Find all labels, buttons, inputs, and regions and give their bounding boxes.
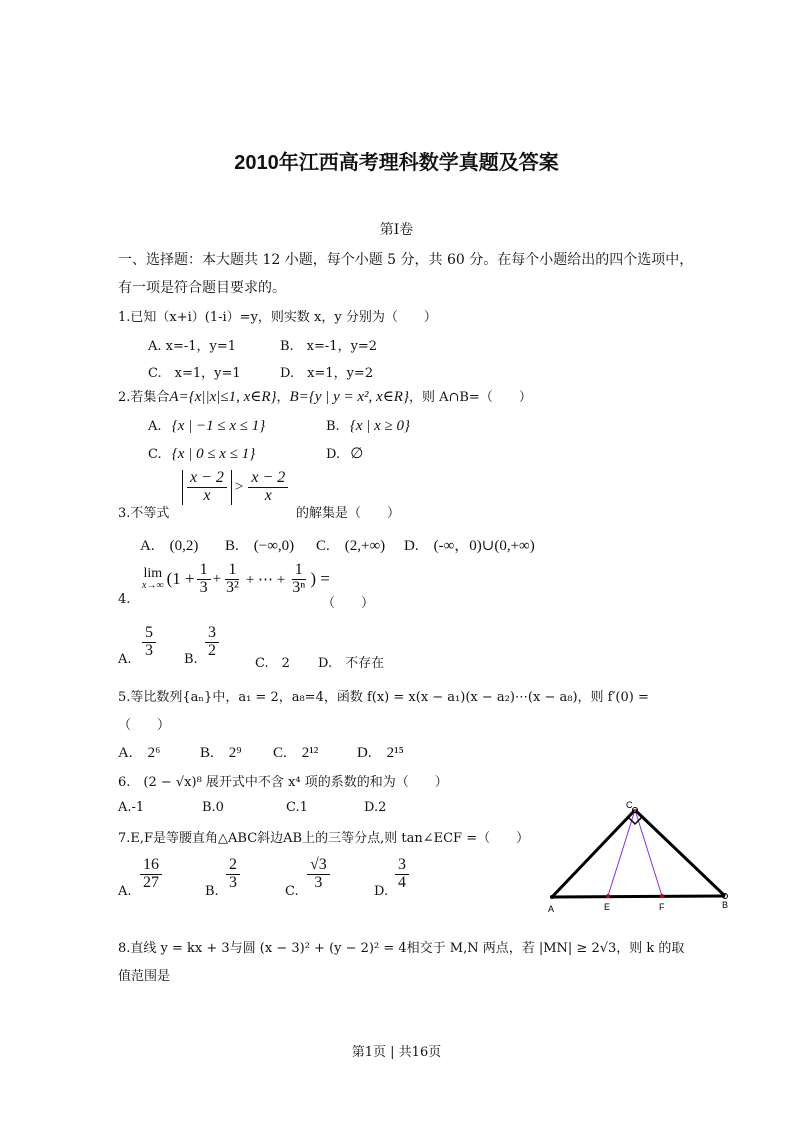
q4-option-a-num: 5 xyxy=(142,625,156,643)
q4-option-b-num: 3 xyxy=(205,625,219,643)
q3-number: 3.不等式 xyxy=(118,506,170,521)
q4-option-d: D. 不存在 xyxy=(318,656,385,671)
q1-option-c: C. x=1，y=1 xyxy=(148,366,241,381)
q4-number: 4. xyxy=(118,592,131,607)
q2-option-c-label: C. xyxy=(148,447,162,462)
q7-option-c-den: 3 xyxy=(314,873,323,891)
q6-option-c: C.1 xyxy=(286,800,308,815)
point-f xyxy=(660,894,664,898)
q4-term3-num: 1 xyxy=(292,562,306,580)
q5-option-a: A. 2⁶ xyxy=(118,745,161,761)
volume-heading: 第Ⅰ卷 xyxy=(379,222,414,238)
label-c: C xyxy=(626,800,633,810)
q7-option-a-label: A. xyxy=(118,884,132,899)
q3-option-c: C. (2,+∞) xyxy=(316,538,386,554)
q2-option-b-value: {x | x ≥ 0} xyxy=(349,418,411,434)
q4-lim-subscript: x→∞ xyxy=(142,580,164,592)
q7-option-d-label: D. xyxy=(374,884,389,899)
q4-option-a-label: A. xyxy=(118,652,132,667)
label-f: F xyxy=(659,902,665,912)
q4-option-b-label: B. xyxy=(184,652,198,667)
q7-option-d-den: 4 xyxy=(398,873,406,891)
q6-option-d: D.2 xyxy=(364,800,387,815)
q5-stem-text: 5.等比数列{aₙ}中，a₁ = 2，a₈=4，函数 f(x) = x(x − a₁)(x − a₂)⋯(x − a₈)，则 f′(0) = xyxy=(118,690,649,705)
q8-line2: 值范围是 xyxy=(118,969,171,984)
q6-stem: 6. (2 − √x)⁸ 展开式中不含 x⁴ 项的系数的和为（ ） xyxy=(118,775,448,790)
q1-option-d: D. x=1，y=2 xyxy=(280,366,374,381)
q1-option-b: B. x=-1，y=2 xyxy=(280,339,378,354)
q3-inequality xyxy=(182,470,290,505)
q7-option-a xyxy=(138,857,164,892)
q4-limit-expression xyxy=(142,562,330,597)
q3-lhs-numerator: x − 2 xyxy=(187,470,227,488)
page-footer: 第1页 | 共16页 xyxy=(351,1045,442,1060)
q4-term2-num: 1 xyxy=(225,562,239,580)
q3-option-d: D. (-∞，0)∪(0,+∞) xyxy=(404,538,535,554)
q7-option-b-num: 2 xyxy=(226,857,240,875)
triangle-figure xyxy=(540,795,740,920)
q2-option-c-value: {x | 0 ≤ x ≤ 1} xyxy=(171,446,256,462)
q4-lim: lim xyxy=(143,566,163,582)
q7-option-b-label: B. xyxy=(205,884,219,899)
q4-term1-den: 3 xyxy=(199,578,208,596)
section-intro-line2: 有一项是符合题目要求的。 xyxy=(118,280,286,296)
section-intro-line1: 一、选择题：本大题共 12 小题，每个小题 5 分，共 60 分。在每个小题给出的四个选项中， xyxy=(118,252,694,268)
q5-paren: （ ） xyxy=(118,718,171,733)
q3-tail: 的解集是（ ） xyxy=(296,506,401,521)
q1-stem: 1.已知（x+i）(1-i）=y，则实数 x，y 分别为（ ） xyxy=(118,310,437,325)
q3-rhs-denominator: x xyxy=(264,486,272,504)
q3-lhs-denominator: x xyxy=(203,486,211,504)
q7-stem: 7.E,F是等腰直角△ABC斜边AB上的三等分点,则 tan∠ECF =（ ） xyxy=(118,831,530,846)
q4-option-a-den: 3 xyxy=(145,641,153,659)
q4-close: ) = xyxy=(310,569,330,589)
q4-open: (1 + xyxy=(166,569,195,589)
q2-option-a-value: {x | −1 ≤ x ≤ 1} xyxy=(171,418,266,434)
point-a xyxy=(550,895,554,899)
q1-option-a: A. x=-1，y=1 xyxy=(148,339,237,354)
q7-option-d-num: 3 xyxy=(395,857,409,875)
q2-option-a-label: A. xyxy=(148,419,162,434)
q3-option-b: B. (−∞,0) xyxy=(225,538,295,554)
q4-term3-den: 3ⁿ xyxy=(292,578,306,596)
q2-stem: 2.若集合A={x||x|≤1, x∈R}，B={y | y = x², x∈R}，则 A∩B=（ ） xyxy=(118,389,532,405)
q2-option-c xyxy=(148,443,255,463)
q2-option-a xyxy=(148,415,265,435)
q4-option-c: C. 2 xyxy=(255,656,290,671)
q4-paren: （ ） xyxy=(322,596,375,611)
right-angle-mark xyxy=(628,817,642,824)
q6-option-b: B.0 xyxy=(202,800,224,815)
q2-option-d-value: ∅ xyxy=(350,446,364,462)
q4-option-b-den: 2 xyxy=(208,641,216,659)
q7-option-c-num: √3 xyxy=(307,857,330,875)
q4-term1-num: 1 xyxy=(197,562,211,580)
q8-line1: 8.直线 y = kx + 3与圆 (x − 3)² + (y − 2)² = 4相交于 M,N 两点，若 |MN| ≥ 2√3，则 k 的取 xyxy=(118,941,685,956)
q5-option-c: C. 2¹² xyxy=(273,745,319,761)
q4-dots: + ⋯ + xyxy=(245,571,286,588)
q3-option-a: A. (0,2) xyxy=(140,538,199,554)
q4-option-a xyxy=(140,625,158,660)
label-e: E xyxy=(604,902,611,912)
q7-option-c xyxy=(305,857,332,892)
q7-option-d xyxy=(393,857,411,892)
q6-option-a: A.-1 xyxy=(118,800,145,815)
q5-option-b: B. 2⁹ xyxy=(200,745,242,761)
q2-option-d-label: D. xyxy=(326,447,341,462)
q7-option-b xyxy=(224,857,242,892)
q7-option-a-den: 27 xyxy=(143,873,159,891)
q2-number: 2.若集合 xyxy=(118,390,170,405)
label-b: B xyxy=(722,900,729,910)
point-e xyxy=(606,894,610,898)
q3-greater-than: > xyxy=(234,478,244,495)
q5-stem xyxy=(118,686,649,705)
q2-option-d xyxy=(326,443,363,463)
q7-option-b-den: 3 xyxy=(229,873,237,891)
q7-option-a-num: 16 xyxy=(140,857,162,875)
edge-ab xyxy=(552,896,725,897)
page-title: 2010年江西高考理科数学真题及答案 xyxy=(234,152,559,174)
q2-question: ，则 A∩B=（ ） xyxy=(408,390,532,405)
q2-set-a: A={x||x|≤1, x∈R} xyxy=(169,389,277,405)
q7-option-c-label: C. xyxy=(285,884,299,899)
q4-option-b xyxy=(203,625,221,660)
q2-option-b-label: B. xyxy=(326,419,340,434)
label-a: A xyxy=(548,904,555,914)
q4-plus: + xyxy=(212,570,222,587)
edge-ac xyxy=(552,810,635,897)
q2-option-b xyxy=(326,415,410,435)
q5-option-d: D. 2¹⁵ xyxy=(357,745,404,761)
q2-set-b: B={y | y = x², x∈R} xyxy=(289,389,409,405)
q3-rhs-numerator: x − 2 xyxy=(248,470,288,488)
q4-term2-den: 3² xyxy=(226,578,239,596)
